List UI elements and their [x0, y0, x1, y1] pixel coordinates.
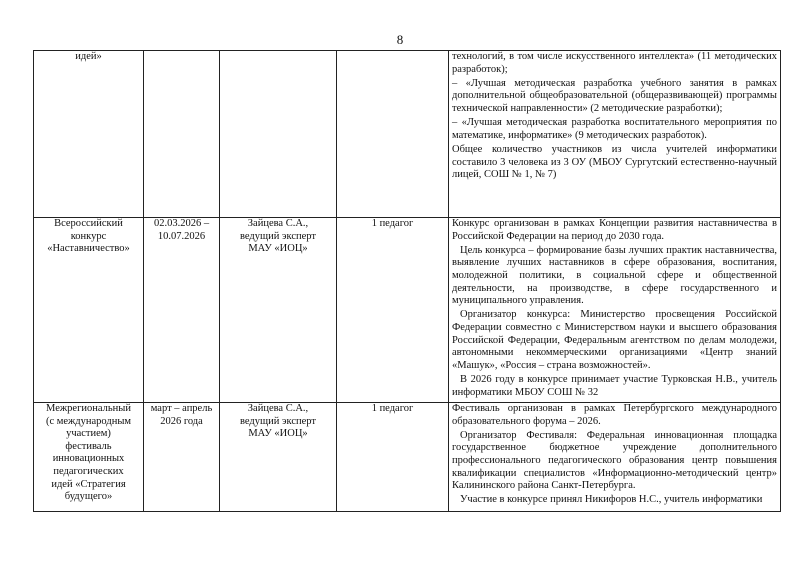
description-paragraph: Конкурс организован в рамках Концепции развития наставничества в Российской Федерации на период до 2030 года. — [452, 218, 777, 242]
description-paragraph: – «Лучшая методическая разработка воспитательного мероприятия по математике, информатике» (9 методических разработок). — [452, 117, 777, 141]
participants-count: 1 педагог — [371, 218, 414, 229]
expert-line: МАУ «ИОЦ» — [248, 428, 308, 440]
expert-line: Зайцева С.А., — [247, 218, 309, 229]
description-paragraph: В 2026 году в конкурсе принимает участие Турковская Н.В., учитель информатики МБОУ СОШ № 32 — [452, 373, 777, 398]
expert-line: ведущий эксперт — [240, 230, 316, 242]
participants-cell — [337, 51, 449, 218]
event-name-line: «Наставничество» — [47, 243, 130, 255]
description-paragraph: Цель конкурса – формирование базы лучших практик наставничества, выявление лучших наставников в сфере образования, воспитания, молодежной политики, в социальной сфере и общественной деятельности, на производстве, в сфере государственного и муниципального управления. — [452, 244, 777, 307]
event-name-line: конкурс — [70, 230, 107, 242]
table-row — [34, 51, 781, 218]
description-cell — [449, 51, 781, 218]
dates-cell — [144, 51, 220, 218]
description-paragraph: Фестиваль организован в рамках Петербургского международного образовательного форума – 2026. — [452, 403, 777, 427]
description-paragraph: Общее количество участников из числа учителей информатики составило 3 человека из 3 ОУ (МБОУ Сургутский естественно-научный лицей, СОШ № 1, № 7) — [452, 143, 777, 181]
description-paragraph: Организатор Фестиваля: Федеральная инновационная площадка государственное бюджетное учреждение дополнительного профессионального педагогического образования центр повышения квалификации специалистов «Информационно-методический центр» Калининского района Санкт-Петербурга. — [452, 429, 777, 492]
event-name-line: педагогических — [53, 465, 124, 477]
description-cell — [449, 218, 781, 403]
event-name-cell — [34, 51, 144, 218]
event-name-line: будущего» — [64, 491, 113, 503]
event-name-line: идей» — [75, 51, 102, 62]
expert-line: ведущий эксперт — [240, 415, 316, 427]
date-line: март – апрель — [150, 403, 213, 414]
event-name-line: Всероссийский — [54, 218, 123, 229]
participants-cell — [337, 218, 449, 403]
date-line: 10.07.2026 — [157, 230, 206, 242]
expert-cell — [220, 403, 337, 512]
description-cell — [449, 403, 781, 512]
description-paragraph: технологий, в том числе искусственного интеллекта» (11 методических разработок); — [452, 51, 777, 75]
event-name-line: Межрегиональный — [46, 403, 131, 414]
description-paragraph: Участие в конкурсе принял Никифоров Н.С., учитель информатики — [460, 494, 763, 506]
event-name-line: фестиваль — [65, 440, 112, 452]
description-paragraph: – «Лучшая методическая разработка учебного занятия в рамках дополнительной общеобразовательной (общеразвивающей) программы технической направленности» (2 методические разработки); — [452, 77, 777, 114]
table-row — [34, 218, 781, 403]
event-name-line: (с международным — [45, 415, 132, 427]
event-name-cell — [34, 218, 144, 403]
participants-cell — [337, 403, 449, 512]
expert-line: МАУ «ИОЦ» — [248, 243, 308, 255]
participants-count: 1 педагог — [371, 403, 414, 414]
event-name-line: идей «Стратегия — [51, 478, 126, 490]
date-line: 02.03.2026 – — [153, 218, 210, 229]
date-line: 2026 года — [160, 415, 203, 427]
page-number: 8 — [396, 32, 404, 47]
expert-line: Зайцева С.А., — [247, 403, 309, 414]
table-row — [34, 403, 781, 512]
description-paragraph: Организатор конкурса: Министерство просвещения Российской Федерации совместно с Министерством науки и высшего образования Российской Федерации, Федеральным агентством по делам молодежи, автономными некоммерческими организациями «Центр знаний «Машук», «Россия – страна возможностей». — [452, 309, 777, 371]
dates-cell — [144, 403, 220, 512]
dates-cell — [144, 218, 220, 403]
event-name-cell — [34, 403, 144, 512]
events-table — [33, 50, 781, 512]
expert-cell — [220, 51, 337, 218]
event-name-line: участием) — [66, 428, 111, 440]
event-name-line: инновационных — [52, 453, 125, 465]
expert-cell — [220, 218, 337, 403]
